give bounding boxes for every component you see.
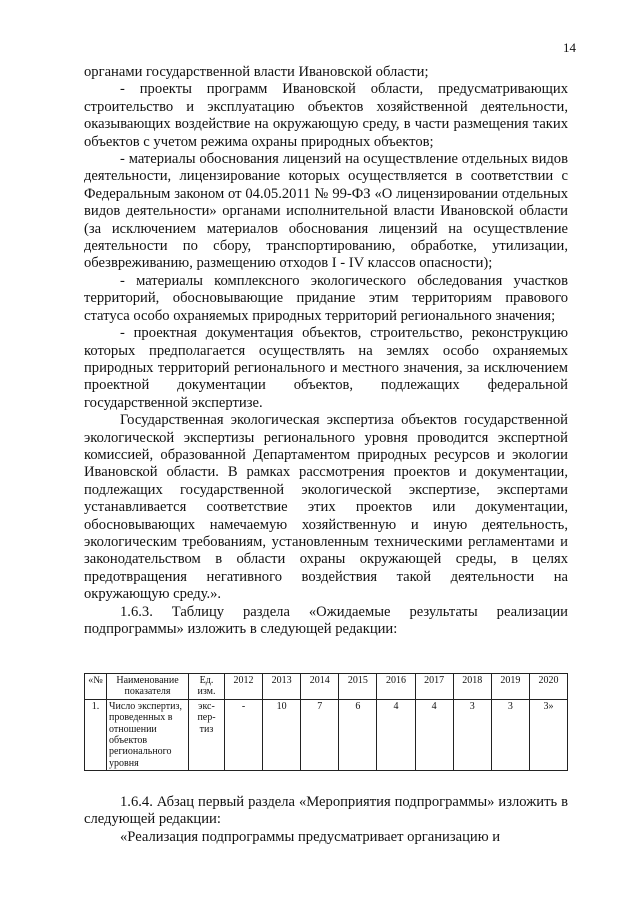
paragraph-9: «Реализация подпрограммы предусматривает организацию и bbox=[120, 828, 501, 845]
table-header-row bbox=[85, 674, 568, 700]
cell-value: 4 bbox=[415, 699, 453, 770]
cell-indicator: Число экспертиз, проведенных в отношении объектов регионального уровня bbox=[107, 699, 189, 770]
paragraph-7: 1.6.3. Таблицу раздела «Ожидаемые результаты реализации подпрограммы» изложить в следующей редакции: bbox=[84, 603, 568, 637]
cell-value: 6 bbox=[339, 699, 377, 770]
cell-value: - bbox=[225, 699, 263, 770]
cell-value: 7 bbox=[301, 699, 339, 770]
cell-unit: экс-пер-тиз bbox=[189, 699, 225, 770]
paragraph-3: - материалы обоснования лицензий на осуществление отдельных видов деятельности, лицензирование которых осуществляется в соответствии с Федеральным законом от 04.05.2011 № 99-ФЗ «О лицензировании отдельных видов деятельности» органами исполнительной власти Ивановской области (за исключением материалов обоснования лицензий на осуществление деятельности по сбору, транспортированию, обработке, утилизации, обезвреживанию, размещению отходов I - IV классов опасности); bbox=[84, 151, 568, 272]
paragraph-5: - проектная документация объектов, строительство, реконструкцию которых предполагается осуществлять на землях особо охраняемых природных территорий регионального и местного значения, за исключением проектной документации объектов, подлежащих федеральной государственной экспертизе. bbox=[84, 325, 568, 411]
cell-value: 3 bbox=[453, 699, 491, 770]
paragraph-2: - проекты программ Ивановской области, предусматривающих строительство и эксплуатацию объектов хозяйственной деятельности, оказывающих воздействие на окружающую среду, в части размещения таких объектов с учетом режима охраны природных объектов; bbox=[84, 81, 568, 150]
cell-value: 3» bbox=[529, 699, 567, 770]
cell-value: 3 bbox=[491, 699, 529, 770]
paragraph-1: органами государственной власти Ивановской области; bbox=[84, 64, 429, 80]
tail-text bbox=[84, 794, 568, 846]
results-table bbox=[84, 673, 568, 771]
page-number: 14 bbox=[563, 40, 576, 55]
cell-value: 4 bbox=[377, 699, 415, 770]
header-year: 2018 bbox=[453, 674, 491, 700]
header-year: 2016 bbox=[377, 674, 415, 700]
header-year: 2020 bbox=[529, 674, 567, 700]
cell-number: 1. bbox=[85, 699, 107, 770]
header-unit: Ед. изм. bbox=[189, 674, 225, 700]
header-indicator: Наименование показателя bbox=[107, 674, 189, 700]
header-year: 2017 bbox=[415, 674, 453, 700]
header-year: 2015 bbox=[339, 674, 377, 700]
body-text bbox=[84, 64, 568, 638]
header-number: «№ bbox=[85, 674, 107, 700]
header-year: 2014 bbox=[301, 674, 339, 700]
table-row bbox=[85, 699, 568, 770]
header-year: 2019 bbox=[491, 674, 529, 700]
paragraph-4: - материалы комплексного экологического обследования участков территорий, обосновывающие придание этим территориям правового статуса особо охраняемых природных территорий регионального значения; bbox=[84, 272, 568, 324]
header-year: 2013 bbox=[263, 674, 301, 700]
cell-value: 10 bbox=[263, 699, 301, 770]
paragraph-8: 1.6.4. Абзац первый раздела «Мероприятия подпрограммы» изложить в следующей редакции: bbox=[84, 794, 568, 828]
header-year: 2012 bbox=[225, 674, 263, 700]
paragraph-6: Государственная экологическая экспертиза объектов государственной экологической экспертизы регионального уровня проводится экспертной комиссией, образованной Департаментом природных ресурсов и экологии Ивановской области. В рамках рассмотрения проектов и документации, подлежащих государственной экологической экспертизе, экспертами устанавливается соответствие этих проектов или документации, обосновывающих намечаемую хозяйственную и иную деятельность, экологическим требованиям, установленным техническими регламентами и законодательством в области охраны окружающей среды, в целях предотвращения негативного воздействия такой деятельности на окружающую среду.». bbox=[84, 412, 568, 603]
